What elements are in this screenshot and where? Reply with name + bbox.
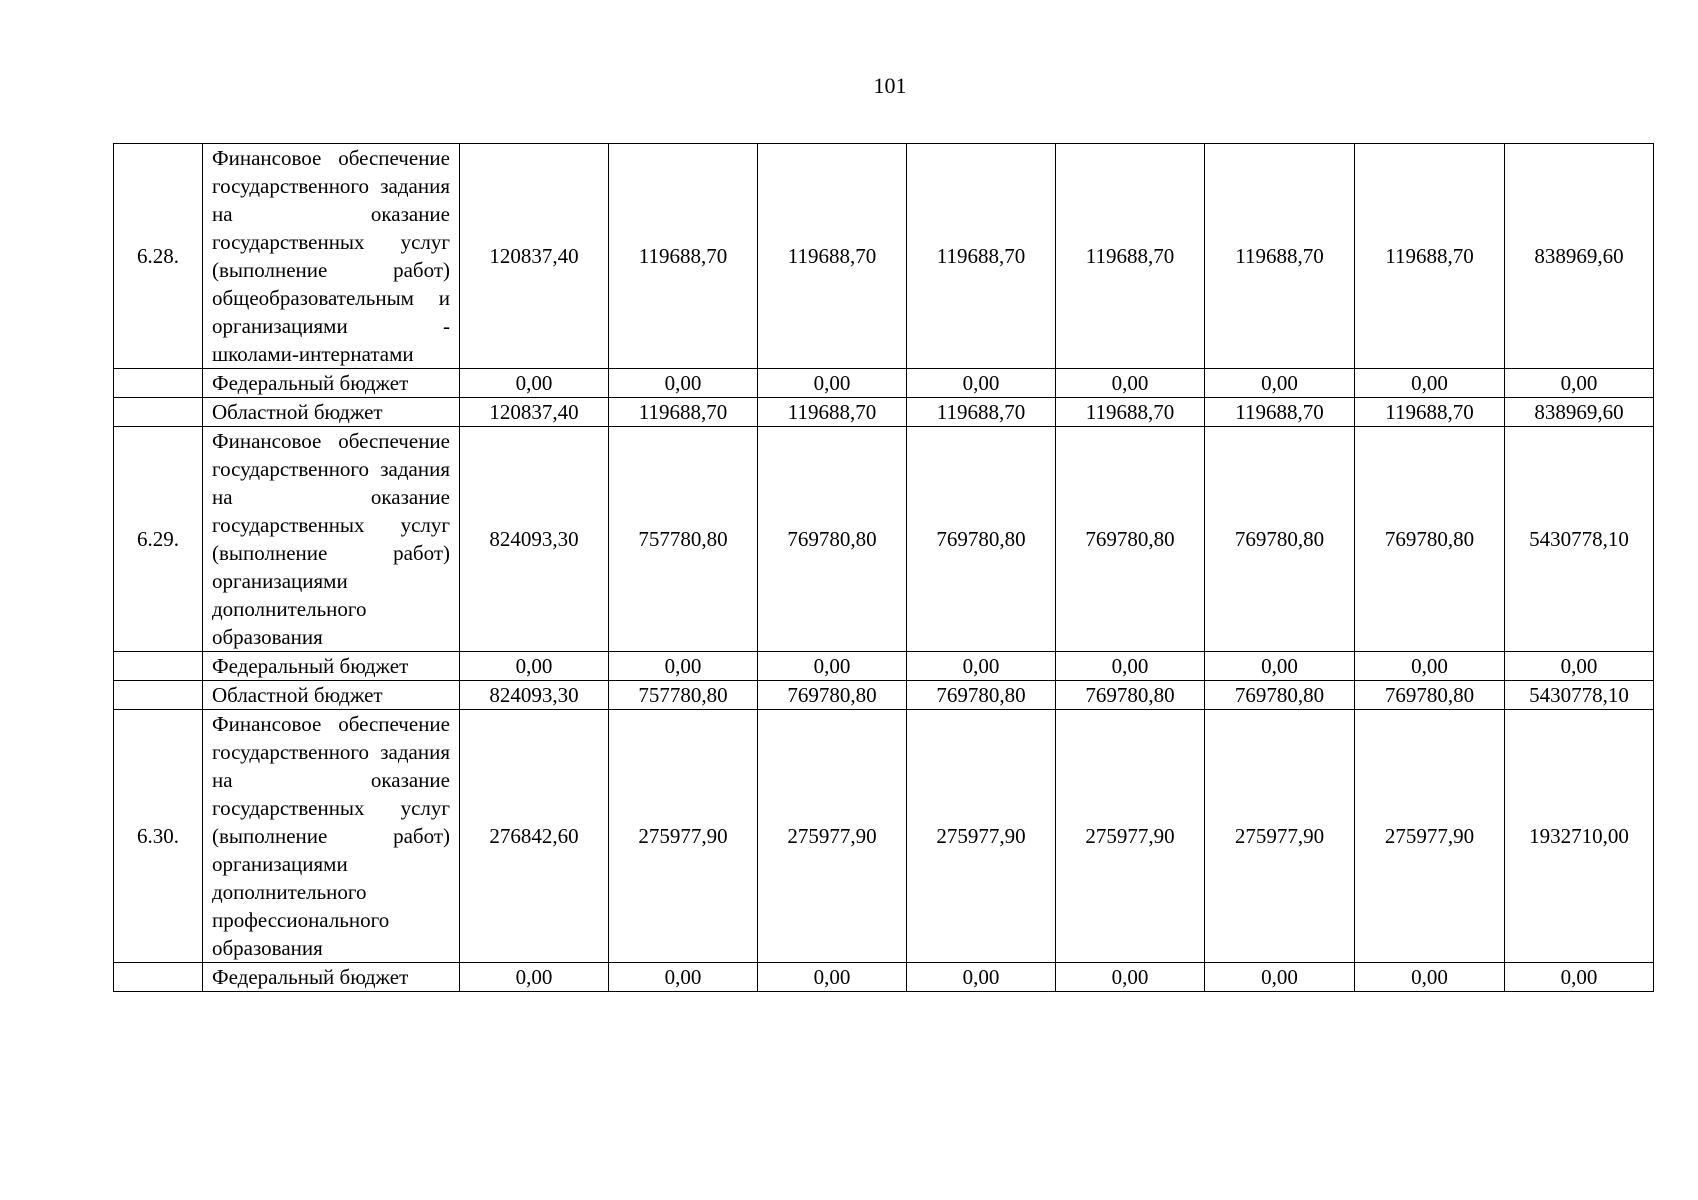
total-cell: 838969,60 bbox=[1505, 144, 1654, 369]
value-cell: 0,00 bbox=[1056, 963, 1205, 992]
value-cell: 119688,70 bbox=[1056, 398, 1205, 427]
budget-table-body bbox=[114, 144, 1654, 992]
table-row bbox=[114, 369, 1654, 398]
value-cell: 119688,70 bbox=[907, 398, 1056, 427]
value-cell: 0,00 bbox=[758, 652, 907, 681]
total-cell: 0,00 bbox=[1505, 652, 1654, 681]
row-description: Федеральный бюджет bbox=[203, 652, 460, 681]
value-cell: 119688,70 bbox=[609, 398, 758, 427]
row-description: Федеральный бюджет bbox=[203, 963, 460, 992]
total-cell: 5430778,10 bbox=[1505, 427, 1654, 652]
value-cell: 769780,80 bbox=[1205, 427, 1355, 652]
table-row bbox=[114, 398, 1654, 427]
value-cell: 0,00 bbox=[1056, 652, 1205, 681]
value-cell: 0,00 bbox=[758, 963, 907, 992]
value-cell: 0,00 bbox=[460, 369, 609, 398]
row-code bbox=[114, 369, 203, 398]
value-cell: 275977,90 bbox=[1056, 710, 1205, 963]
row-description: Областной бюджет bbox=[203, 398, 460, 427]
value-cell: 0,00 bbox=[1205, 369, 1355, 398]
value-cell: 119688,70 bbox=[1205, 398, 1355, 427]
value-cell: 0,00 bbox=[609, 963, 758, 992]
value-cell: 769780,80 bbox=[907, 427, 1056, 652]
value-cell: 0,00 bbox=[907, 963, 1056, 992]
row-code bbox=[114, 652, 203, 681]
value-cell: 0,00 bbox=[460, 963, 609, 992]
row-code bbox=[114, 963, 203, 992]
table-row bbox=[114, 681, 1654, 710]
value-cell: 275977,90 bbox=[758, 710, 907, 963]
value-cell: 0,00 bbox=[1205, 652, 1355, 681]
value-cell: 119688,70 bbox=[758, 144, 907, 369]
total-cell: 1932710,00 bbox=[1505, 710, 1654, 963]
total-cell: 5430778,10 bbox=[1505, 681, 1654, 710]
row-description: Федеральный бюджет bbox=[203, 369, 460, 398]
value-cell: 0,00 bbox=[1355, 963, 1505, 992]
value-cell: 0,00 bbox=[1056, 369, 1205, 398]
row-description: Финансовое обеспечение государственного задания на оказание государственных услуг (выполнение работ) общеобразовательным и организациями - школами-интернатами bbox=[203, 144, 460, 369]
value-cell: 120837,40 bbox=[460, 398, 609, 427]
row-description: Финансовое обеспечение государственного задания на оказание государственных услуг (выполнение работ) организациями дополнительного образования bbox=[203, 427, 460, 652]
table-row bbox=[114, 427, 1654, 652]
value-cell: 275977,90 bbox=[1355, 710, 1505, 963]
total-cell: 838969,60 bbox=[1505, 398, 1654, 427]
total-cell: 0,00 bbox=[1505, 369, 1654, 398]
value-cell: 119688,70 bbox=[758, 398, 907, 427]
value-cell: 0,00 bbox=[1355, 652, 1505, 681]
value-cell: 0,00 bbox=[460, 652, 609, 681]
value-cell: 120837,40 bbox=[460, 144, 609, 369]
value-cell: 0,00 bbox=[609, 652, 758, 681]
value-cell: 119688,70 bbox=[1355, 398, 1505, 427]
value-cell: 275977,90 bbox=[1205, 710, 1355, 963]
row-code: 6.28. bbox=[114, 144, 203, 369]
row-code bbox=[114, 398, 203, 427]
value-cell: 119688,70 bbox=[1056, 144, 1205, 369]
table-row bbox=[114, 652, 1654, 681]
value-cell: 0,00 bbox=[1205, 963, 1355, 992]
value-cell: 0,00 bbox=[609, 369, 758, 398]
value-cell: 119688,70 bbox=[1205, 144, 1355, 369]
row-code bbox=[114, 681, 203, 710]
value-cell: 119688,70 bbox=[907, 144, 1056, 369]
value-cell: 757780,80 bbox=[609, 427, 758, 652]
total-cell: 0,00 bbox=[1505, 963, 1654, 992]
row-code: 6.29. bbox=[114, 427, 203, 652]
value-cell: 757780,80 bbox=[609, 681, 758, 710]
value-cell: 275977,90 bbox=[907, 710, 1056, 963]
value-cell: 0,00 bbox=[907, 652, 1056, 681]
value-cell: 769780,80 bbox=[1355, 427, 1505, 652]
value-cell: 824093,30 bbox=[460, 681, 609, 710]
value-cell: 824093,30 bbox=[460, 427, 609, 652]
value-cell: 0,00 bbox=[907, 369, 1056, 398]
value-cell: 769780,80 bbox=[1056, 427, 1205, 652]
value-cell: 276842,60 bbox=[460, 710, 609, 963]
value-cell: 769780,80 bbox=[907, 681, 1056, 710]
table-row bbox=[114, 710, 1654, 963]
value-cell: 769780,80 bbox=[758, 681, 907, 710]
value-cell: 275977,90 bbox=[609, 710, 758, 963]
value-cell: 119688,70 bbox=[1355, 144, 1505, 369]
value-cell: 769780,80 bbox=[758, 427, 907, 652]
budget-table bbox=[113, 143, 1654, 992]
value-cell: 0,00 bbox=[758, 369, 907, 398]
page-number: 101 bbox=[873, 73, 907, 98]
value-cell: 0,00 bbox=[1355, 369, 1505, 398]
value-cell: 769780,80 bbox=[1205, 681, 1355, 710]
row-code: 6.30. bbox=[114, 710, 203, 963]
table-row bbox=[114, 144, 1654, 369]
row-description: Финансовое обеспечение государственного задания на оказание государственных услуг (выполнение работ) организациями дополнительного профессионального образования bbox=[203, 710, 460, 963]
value-cell: 119688,70 bbox=[609, 144, 758, 369]
value-cell: 769780,80 bbox=[1056, 681, 1205, 710]
value-cell: 769780,80 bbox=[1355, 681, 1505, 710]
table-row bbox=[114, 963, 1654, 992]
row-description: Областной бюджет bbox=[203, 681, 460, 710]
